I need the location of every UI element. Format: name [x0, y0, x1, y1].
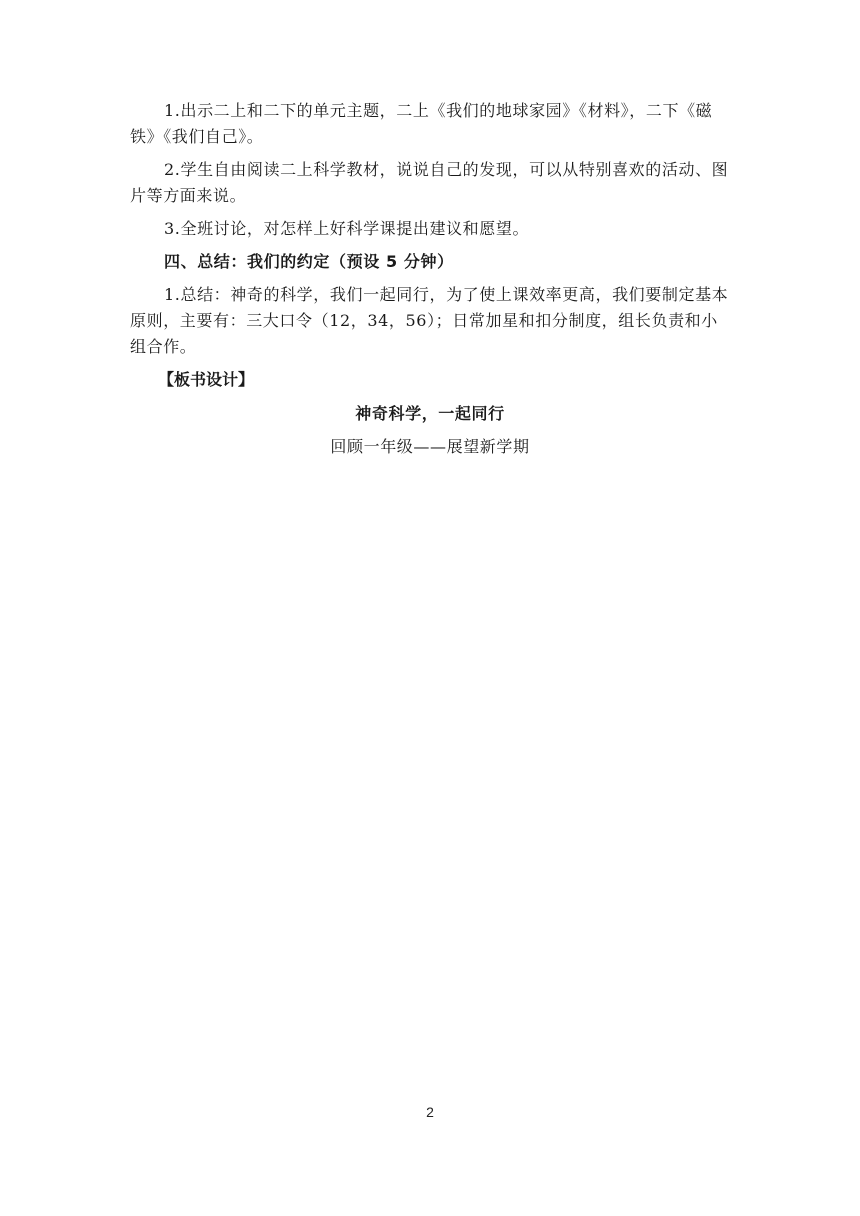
- paragraph-free-reading: 2.学生自由阅读二上科学教材，说说自己的发现，可以从特别喜欢的活动、图片等方面来说。: [130, 160, 729, 205]
- paragraph-summary: 1.总结：神奇的科学，我们一起同行，为了使上课效率更高，我们要制定基本原则，主要有：三大口令（12，34，56）；日常加星和扣分制度，组长负责和小组合作。: [130, 285, 729, 356]
- board-design-label: 【板书设计】: [158, 370, 255, 389]
- document-body: [130, 98, 730, 460]
- board-subtitle: 回顾一年级——展望新学期: [330, 437, 530, 456]
- paragraph-unit-themes: 1.出示二上和二下的单元主题，二上《我们的地球家园》《材料》，二下《磁铁》《我们自己》。: [130, 101, 713, 146]
- board-title: 神奇科学，一起同行: [355, 404, 505, 423]
- paragraph-class-discussion: 3.全班讨论，对怎样上好科学课提出建议和愿望。: [164, 219, 530, 238]
- page-number: 2: [426, 1104, 434, 1120]
- section-heading: 四、总结：我们的约定（预设 5 分钟）: [164, 252, 454, 271]
